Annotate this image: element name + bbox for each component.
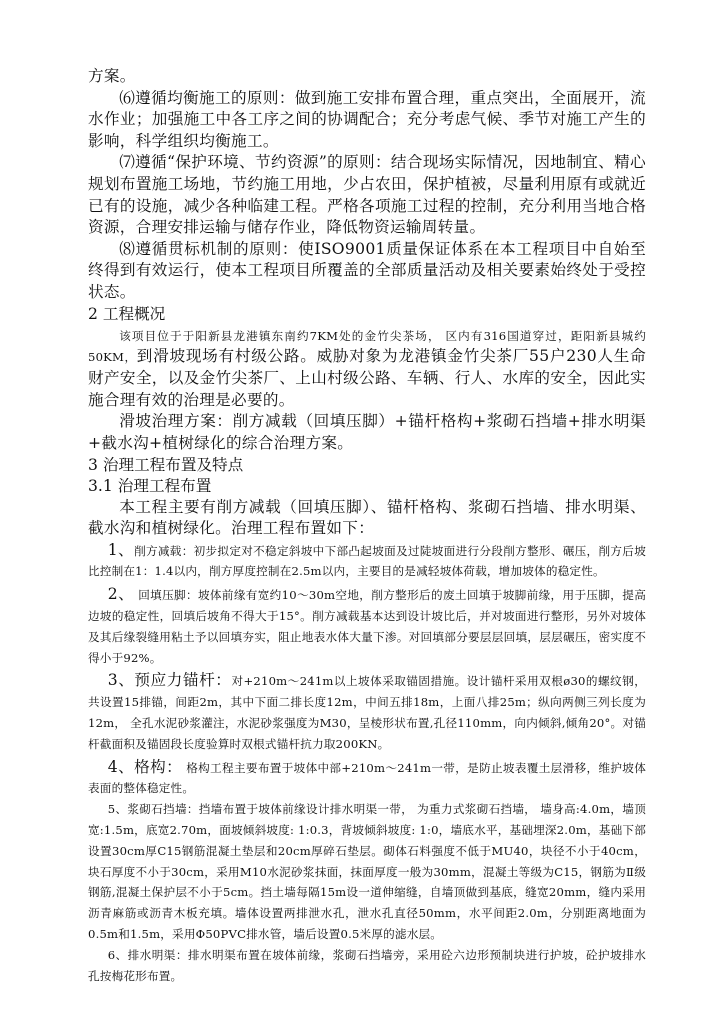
- overview-large-text: 到滑坡现场有村级公路。威胁对象为龙港镇金竹尖茶厂55户230人生命财产安全，以及金竹尖茶厂、上山村级公路、车辆、行人、水库的安全，因此实施合理有效的治理是必要的。: [88, 347, 646, 409]
- item-3-anchor: 3、预应力锚杆：对+210m～241m以上坡体采取锚固措施。设计锚杆采用双根ø30的螺纹钢，共设置15排锚，间距2m，其中下面二排长度12m，中间五排18m，上面八排25m；纵向两侧三列长度为12m， 全孔水泥砂浆灌注，水泥砂浆强度为M30，呈棱形状布置,孔径110mm，向内倾斜,倾角20°。对锚杆截面积及锚固段长度验算时双根式锚杆抗力取200KN。: [88, 671, 646, 751]
- para-principle-7: ⑺遵循“保护环境、节约资源”的原则：结合现场实际情况，因地制宜、精心规划布置施工场地，节约施工用地，少占农田，保护植被，尽量利用原有或就近已有的设施，减少各种临建工程。严格各项施工过程的控制，充分利用当地合格资源，合理安排运输与储存作业，降低物资运输周转量。: [88, 153, 646, 237]
- para-principle-6: ⑹遵循均衡施工的原则：做到施工安排布置合理，重点突出，全面展开，流水作业；加强施工中各工序之间的协调配合；充分考虑气候、季节对施工产生的影响，科学组织均衡施工。: [88, 88, 646, 150]
- item-4-lattice: 4、格构： 格构工程主要布置于坡体中部+210m～241m一带，是防止坡表覆土层滑移，维护坡体表面的整体稳定性。: [88, 757, 646, 796]
- para-overview-1: [88, 325, 646, 412]
- item-1-cutting: 1、削方减载：初步拟定对不稳定斜坡中下部凸起坡面及过陡坡面进行分段削方整形、碾压，削方后坡比控制在1：1.4以内，削方厚度控制在2.5m以内，主要目的是减轻坡体荷载，增加坡体的稳定性。: [88, 540, 646, 579]
- para-layout-intro: 本工程主要有削方减载（回填压脚）、锚杆格构、浆砌石挡墙、排水明渠、截水沟和植树绿化。治理工程布置如下：: [88, 497, 646, 538]
- heading-section-3-1: 3.1 治理工程布置: [88, 476, 212, 495]
- heading-section-2: 2 工程概况: [88, 304, 166, 323]
- para-continuation: 方案。: [88, 67, 136, 85]
- para-principle-8: ⑻遵循贯标机制的原则：使ISO9001质量保证体系在本工程项目中自始至终得到有效运行，使本工程项目所覆盖的全部质量活动及相关要素始终处于受控状态。: [88, 239, 646, 301]
- item-5-retaining-wall: 5、浆砌石挡墙：挡墙布置于坡体前缘设计排水明渠一带， 为重力式浆砌石挡墙， 墙身高:4.0m，墙顶宽:1.5m，底宽2.70m，面坡倾斜坡度: 1:0.3，背坡倾斜坡度: 1:0，墙底水平，基础埋深2.0m，基础下部设置30cm厚C15钢筋混凝土垫层和20cm厚碎石垫层。砌体石料强度不低于MU40，块径不小于40cm，块石厚度不小于30cm，采用M10水泥砂浆抹面，抹面厚度一般为30mm，混凝土等级为C15，钢筋为Ⅱ级钢筋,混凝土保护层不小于5cm。挡土墙每隔15m设一道伸缩缝，自墙顶做到基底，缝宽20mm，缝内采用沥青麻筋或沥青木板充填。墙体设置两排泄水孔，泄水孔直径50mm，水平间距2.0m，分别距离地面为0.5m和1.5m，采用Φ50PVC排水管，墙后设置0.5米厚的滤水层。: [88, 802, 646, 942]
- item-6-drainage: 6、排水明渠：排水明渠布置在坡体前缘，浆砌石挡墙旁，采用砼六边形预制块进行护坡，砼护坡排水孔按梅花形布置。: [88, 947, 646, 983]
- para-overview-2: 滑坡治理方案：削方减载（回填压脚）+锚杆格构+浆砌石挡墙+排水明渠+截水沟+植树绿化的综合治理方案。: [88, 412, 646, 452]
- overview-small-text: 该项目位于于阳新县龙港镇东南约7KM处的金竹尖茶场， 区内有316国道穿过，距阳新县城约50KM，: [88, 328, 646, 365]
- heading-section-3: 3 治理工程布置及特点: [88, 455, 244, 474]
- item-2-backfill: 2、 回填压脚：坡体前缘有宽约10～30m空地，削方整形后的废土回填于坡脚前缘，用于压脚，提高边坡的稳定性，回填后坡角不得大于15°。削方减载基本达到设计坡比后，并对坡面进行整形，另外对坡体及其后缘裂缝用粘土予以回填夯实，阻止地表水体大量下渗。对回填部分要层层回填，层层碾压，密实度不得小于92%。: [88, 585, 646, 665]
